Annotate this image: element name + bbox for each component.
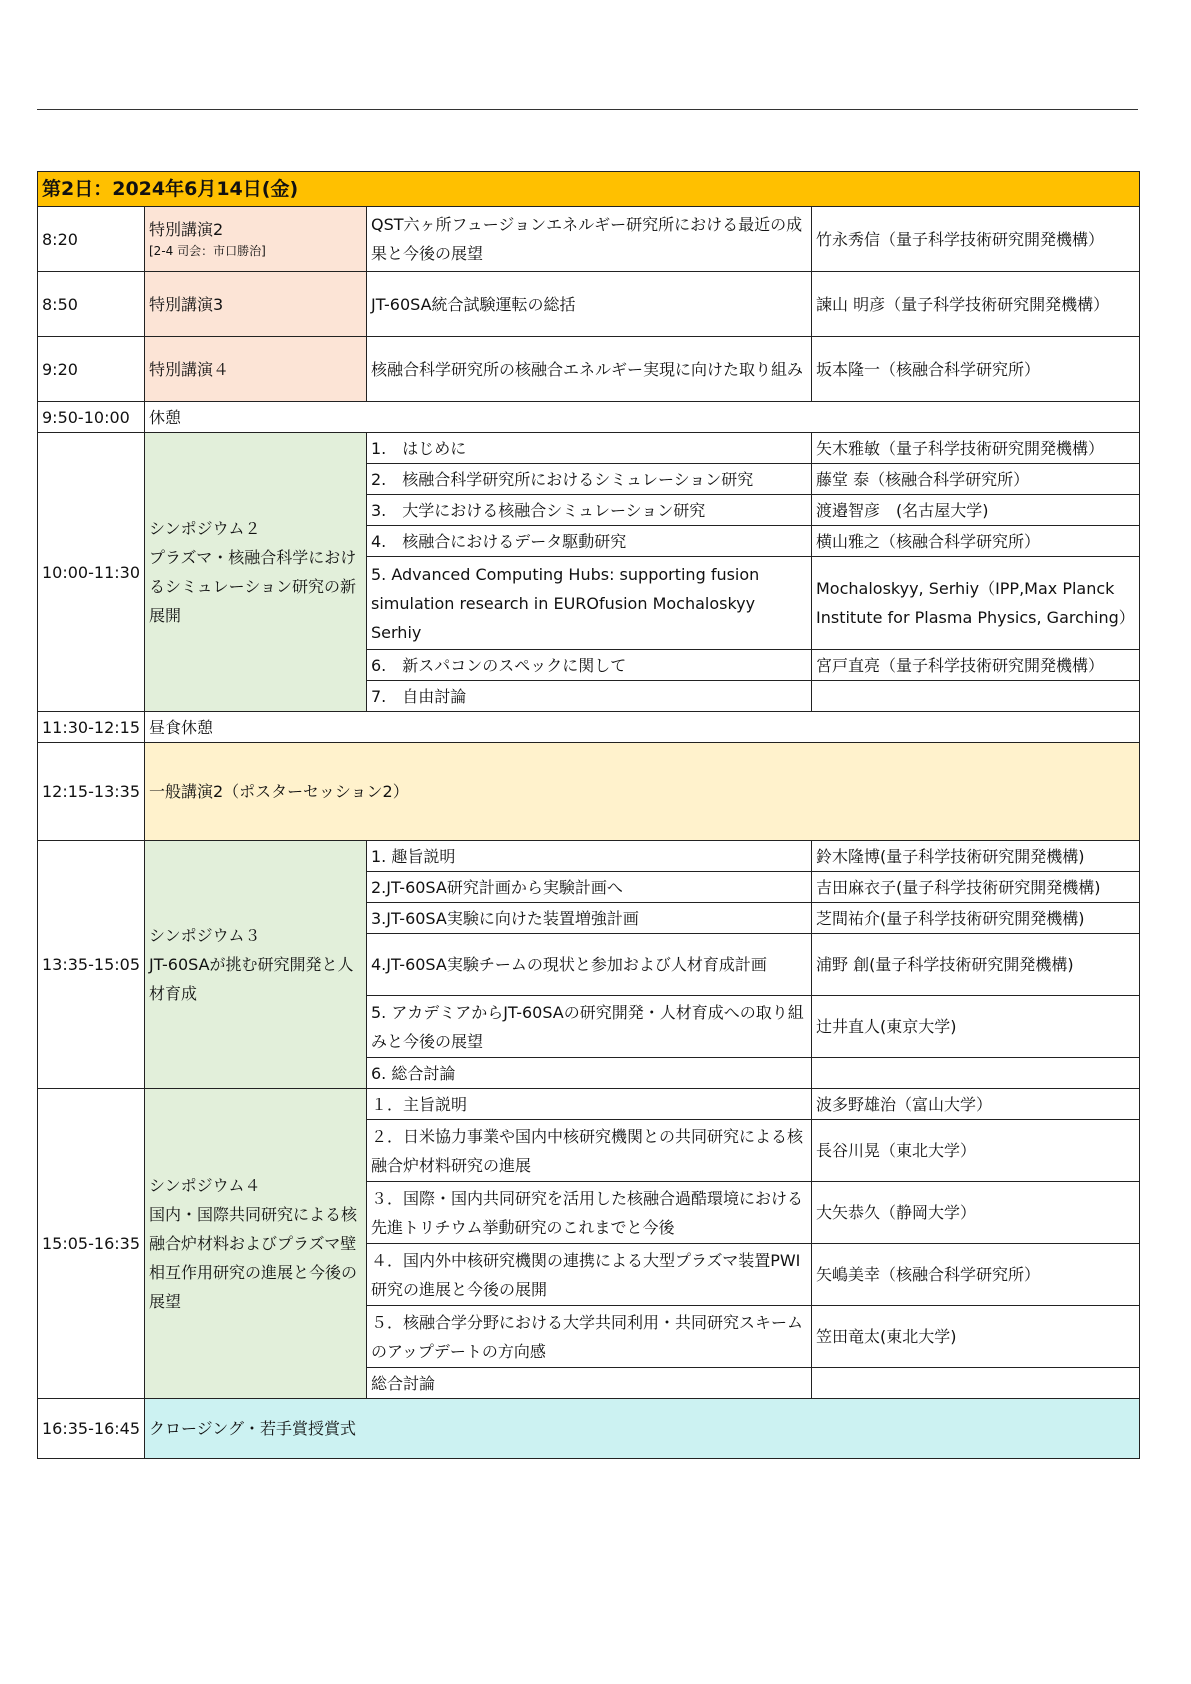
table-row bbox=[38, 743, 1140, 841]
time-cell: 11:30-12:15 bbox=[38, 712, 145, 743]
day-title: 第2日：2024年6月14日(金) bbox=[38, 172, 1140, 207]
speaker: 諫山 明彦（量子科学技術研究開発機構） bbox=[812, 272, 1140, 337]
session-label: 特別講演3 bbox=[145, 272, 367, 337]
talk-title: ２．日米協力事業や国内中核研究機関との共同研究による核融合炉材料研究の進展 bbox=[367, 1120, 812, 1182]
speaker: 浦野 創(量子科学技術研究開発機構) bbox=[812, 934, 1140, 996]
speaker bbox=[812, 681, 1140, 712]
table-row bbox=[38, 433, 1140, 464]
time-cell: 12:15-13:35 bbox=[38, 743, 145, 841]
table-row bbox=[38, 207, 1140, 272]
talk-title: 3.JT-60SA実験に向けた装置増強計画 bbox=[367, 903, 812, 934]
speaker: 矢木雅敏（量子科学技術研究開発機構） bbox=[812, 433, 1140, 464]
break-label: 昼食休憩 bbox=[145, 712, 1140, 743]
table-row bbox=[38, 1399, 1140, 1459]
speaker: 藤堂 泰（核融合科学研究所） bbox=[812, 464, 1140, 495]
talk-title: ５．核融合学分野における大学共同利用・共同研究スキームのアップデートの方向感 bbox=[367, 1306, 812, 1368]
time-cell: 8:20 bbox=[38, 207, 145, 272]
table-row bbox=[38, 337, 1140, 402]
talk-title: 4. 核融合におけるデータ駆動研究 bbox=[367, 526, 812, 557]
talk-title: ３．国際・国内共同研究を活用した核融合過酷環境における先進トリチウム挙動研究のこれまでと今後 bbox=[367, 1182, 812, 1244]
time-cell: 10:00-11:30 bbox=[38, 433, 145, 712]
time-cell: 9:20 bbox=[38, 337, 145, 402]
talk-title: 4.JT-60SA実験チームの現状と参加および人材育成計画 bbox=[367, 934, 812, 996]
table-row bbox=[38, 841, 1140, 872]
talk-title: 2. 核融合科学研究所におけるシミュレーション研究 bbox=[367, 464, 812, 495]
table-row bbox=[38, 712, 1140, 743]
session-label: 特別講演2 bbox=[149, 220, 224, 239]
speaker: 笠田竜太(東北大学) bbox=[812, 1306, 1140, 1368]
talk-title: １．主旨説明 bbox=[367, 1089, 812, 1120]
talk-title: 5. Advanced Computing Hubs: supporting fusion simulation research in EUROfusion Mochaloskyy Serhiy bbox=[367, 557, 812, 650]
time-cell: 15:05-16:35 bbox=[38, 1089, 145, 1399]
talk-title: ４．国内外中核研究機関の連携による大型プラズマ装置PWI研究の進展と今後の展開 bbox=[367, 1244, 812, 1306]
speaker: 坂本隆一（核融合科学研究所） bbox=[812, 337, 1140, 402]
talk-title: 7. 自由討論 bbox=[367, 681, 812, 712]
poster-session-label: 一般講演2（ポスターセッション2） bbox=[145, 743, 1140, 841]
speaker: 芝間祐介(量子科学技術研究開発機構) bbox=[812, 903, 1140, 934]
symposium-title: シンポジウム４ 国内・国際共同研究による核融合炉材料およびプラズマ壁相互作用研究の進展と今後の展望 bbox=[145, 1089, 367, 1399]
time-cell: 16:35-16:45 bbox=[38, 1399, 145, 1459]
speaker: 宮戸直亮（量子科学技術研究開発機構） bbox=[812, 650, 1140, 681]
talk-title: 1. はじめに bbox=[367, 433, 812, 464]
talk-title: 2.JT-60SA研究計画から実験計画へ bbox=[367, 872, 812, 903]
talk-title: 6. 新スパコンのスペックに関して bbox=[367, 650, 812, 681]
speaker: 長谷川晃（東北大学） bbox=[812, 1120, 1140, 1182]
talk-title: 核融合科学研究所の核融合エネルギー実現に向けた取り組み bbox=[367, 337, 812, 402]
top-rule bbox=[37, 109, 1138, 110]
speaker: 辻井直人(東京大学) bbox=[812, 996, 1140, 1058]
speaker: Mochaloskyy, Serhiy（IPP,Max Planck Institute for Plasma Physics, Garching） bbox=[812, 557, 1140, 650]
table-row bbox=[38, 272, 1140, 337]
closing-label: クロージング・若手賞授賞式 bbox=[145, 1399, 1140, 1459]
session-chair-note: [2-4 司会：市口勝治] bbox=[149, 244, 266, 258]
talk-title: 5. アカデミアからJT-60SAの研究開発・人材育成への取り組みと今後の展望 bbox=[367, 996, 812, 1058]
time-cell: 9:50-10:00 bbox=[38, 402, 145, 433]
talk-title: QST六ヶ所フュージョンエネルギー研究所における最近の成果と今後の展望 bbox=[367, 207, 812, 272]
talk-title: JT-60SA統合試験運転の総括 bbox=[367, 272, 812, 337]
talk-title: 総合討論 bbox=[367, 1368, 812, 1399]
speaker: 矢嶋美幸（核融合科学研究所） bbox=[812, 1244, 1140, 1306]
time-cell: 8:50 bbox=[38, 272, 145, 337]
table-row bbox=[38, 1089, 1140, 1120]
speaker: 渡邉智彦 (名古屋大学) bbox=[812, 495, 1140, 526]
table-row bbox=[38, 402, 1140, 433]
session-label: 特別講演４ bbox=[145, 337, 367, 402]
talk-title: 1. 趣旨説明 bbox=[367, 841, 812, 872]
speaker: 鈴木隆博(量子科学技術研究開発機構) bbox=[812, 841, 1140, 872]
time-cell: 13:35-15:05 bbox=[38, 841, 145, 1089]
speaker: 大矢恭久（静岡大学） bbox=[812, 1182, 1140, 1244]
speaker: 吉田麻衣子(量子科学技術研究開発機構) bbox=[812, 872, 1140, 903]
speaker bbox=[812, 1368, 1140, 1399]
schedule-table bbox=[37, 171, 1140, 1459]
speaker: 波多野雄治（富山大学） bbox=[812, 1089, 1140, 1120]
break-label: 休憩 bbox=[145, 402, 1140, 433]
session-label-cell bbox=[145, 207, 367, 272]
speaker: 竹永秀信（量子科学技術研究開発機構） bbox=[812, 207, 1140, 272]
talk-title: 3. 大学における核融合シミュレーション研究 bbox=[367, 495, 812, 526]
speaker bbox=[812, 1058, 1140, 1089]
talk-title: 6. 総合討論 bbox=[367, 1058, 812, 1089]
speaker: 横山雅之（核融合科学研究所） bbox=[812, 526, 1140, 557]
symposium-title: シンポジウム２ プラズマ・核融合科学におけるシミュレーション研究の新展開 bbox=[145, 433, 367, 712]
day-header-row bbox=[38, 172, 1140, 207]
symposium-title: シンポジウム３ JT-60SAが挑む研究開発と人材育成 bbox=[145, 841, 367, 1089]
